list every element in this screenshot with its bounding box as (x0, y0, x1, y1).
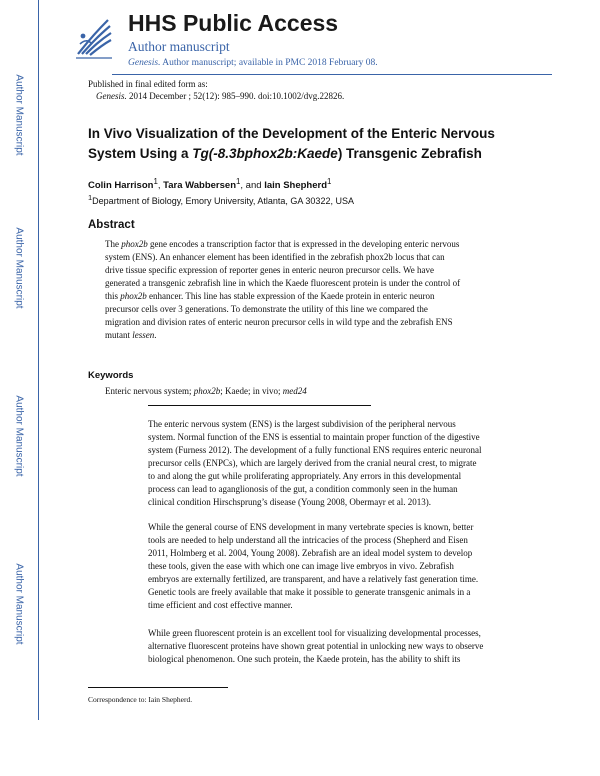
body-line: 2011, Holmberg et al. 2004, Young 2008). Zebrafish are an ideal model system to develop (148, 548, 473, 558)
footnote-divider (88, 687, 228, 688)
body-line: system (Furness 2012). The development of a fully functional ENS requires enteric neuronal (148, 445, 482, 455)
header-availability: Author manuscript; available in PMC 2018 February 08. (160, 58, 378, 68)
keywords-list: Enteric nervous system; phox2b; Kaede; in vivo; med24 (105, 386, 307, 396)
author-affil-sup: 1 (327, 177, 332, 186)
abstract-line: mutant lessen. (105, 330, 157, 340)
pubinfo-line2 (88, 90, 344, 102)
abstract-text (105, 238, 540, 342)
pubinfo-citation: 2014 December ; 52(12): 985–990. doi:10.1002/dvg.22826. (126, 91, 345, 101)
body-line: to and along the gut while proliferating appropriately. Any errors in this developmental (148, 471, 462, 481)
author-separator: , and (240, 180, 265, 192)
header-divider (112, 74, 552, 75)
author-name: Iain Shepherd (264, 180, 328, 192)
affiliation (88, 193, 354, 206)
title-part2: System Using a (88, 146, 193, 161)
body-line: clinical condition Hirschsprung’s disease (Young 2008, Obermayr et al. 2013). (148, 497, 432, 507)
author-list (88, 177, 331, 191)
body-paragraph-3 (148, 627, 548, 666)
sidebar-label: Author Manuscript (13, 395, 25, 477)
body-divider (148, 405, 371, 406)
abstract-line: migration and division rates of enteric neuron precursor cells in wild type and the zebrafish ENS (105, 317, 453, 327)
abstract-line: precursor cells over 3 generations. To demonstrate the utility of this line we compared the (105, 304, 428, 314)
pubinfo-line1: Published in final edited form as: (88, 79, 208, 89)
body-line: While green fluorescent protein is an excellent tool for visualizing developmental processes, (148, 628, 481, 638)
body-line: Genetic tools are freely available that make it possible to generate transgenic animals in a (148, 587, 471, 597)
sidebar-label: Author Manuscript (13, 563, 25, 645)
hhs-public-access-title: HHS Public Access (128, 10, 339, 36)
keywords-heading: Keywords (88, 370, 134, 381)
author-name: Tara Wabbersen (163, 180, 236, 192)
body-paragraph-2 (148, 521, 548, 612)
affiliation-sup: 1 (88, 193, 93, 202)
body-line: While the general course of ENS development in many vertebrate species is known, better (148, 522, 474, 532)
body-line: these tools, given the ease with which one can image live embryos in vivo. Zebrafish (148, 561, 454, 571)
affiliation-text: Department of Biology, Emory University, Atlanta, GA 30322, USA (92, 196, 354, 206)
author-affil-sup: 1 (153, 177, 158, 186)
body-paragraph-1 (148, 418, 548, 509)
abstract-line: generated a transgenic zebrafish line in which the Kaede fluorescent protein is under the control of (105, 278, 461, 288)
abstract-line: drive tissue specific expression of reporter genes in enteric neuron precursor cells. We have (105, 265, 434, 275)
correspondence-footnote: Correspondence to: Iain Shepherd. (88, 695, 193, 704)
body-line: The enteric nervous system (ENS) is the largest subdivision of the peripheral nervous (148, 419, 456, 429)
gene-name: phox2b (121, 239, 148, 249)
publication-info (88, 78, 344, 102)
author-manuscript-sidebar (0, 0, 39, 720)
body-line: process can lead to aganglionosis of the gut, a condition commonly seen in the human (148, 484, 458, 494)
abstract-heading: Abstract (88, 219, 135, 231)
sidebar-label: Author Manuscript (13, 74, 25, 156)
abstract-line: this phox2b enhancer. This line has stable expression of the Kaede protein in enteric neuron (105, 291, 435, 301)
title-line1: In Vivo Visualization of the Development of the Enteric Nervous (88, 126, 495, 141)
pubinfo-journal: Genesis. (96, 91, 127, 101)
body-line: biological phenomenon. One such protein, the Kaede protein, has the ability to shift its (148, 654, 461, 664)
sidebar-label: Author Manuscript (13, 227, 25, 309)
header-journal-name: Genesis. (128, 58, 161, 68)
title-transgene: Tg(-8.3bphox2b:Kaede (192, 146, 338, 161)
mutant-name: lessen (132, 330, 155, 340)
abstract-line: The phox2b gene encodes a transcription factor that is expressed in the developing enteric nervous (105, 239, 460, 249)
body-line: time efficient and cost effective manner. (148, 600, 293, 610)
gene-name: phox2b (120, 291, 147, 301)
body-line: embryos are externally fertilized, are transparent, and have a relatively fast generation time. (148, 574, 479, 584)
author-separator: , (157, 180, 164, 192)
author-name: Colin Harrison (88, 180, 154, 192)
title-line2 (88, 144, 548, 164)
body-line: precursor cells (ENPCs), which are largely derived from the cranial neural crest, to migrate (148, 458, 477, 468)
author-manuscript-label: Author manuscript (128, 39, 230, 54)
header-journal-line (128, 58, 378, 68)
author-affil-sup: 1 (236, 177, 241, 186)
body-line: system. Normal function of the ENS is essential to maintain proper function of the digestive (148, 432, 480, 442)
title-part3: ) Transgenic Zebrafish (337, 146, 482, 161)
article-title (88, 124, 548, 164)
abstract-line: system (ENS). An enhancer element has been identified in the zebrafish phox2b locus that can (105, 252, 445, 262)
body-line: alternative fluorescent proteins have shown great potential in unlocking new ways to observe (148, 641, 484, 651)
body-line: tools are needed to help understand all the intricacies of the process (Shepherd and Eisen (148, 535, 468, 545)
hhs-eagle-icon (74, 14, 114, 60)
